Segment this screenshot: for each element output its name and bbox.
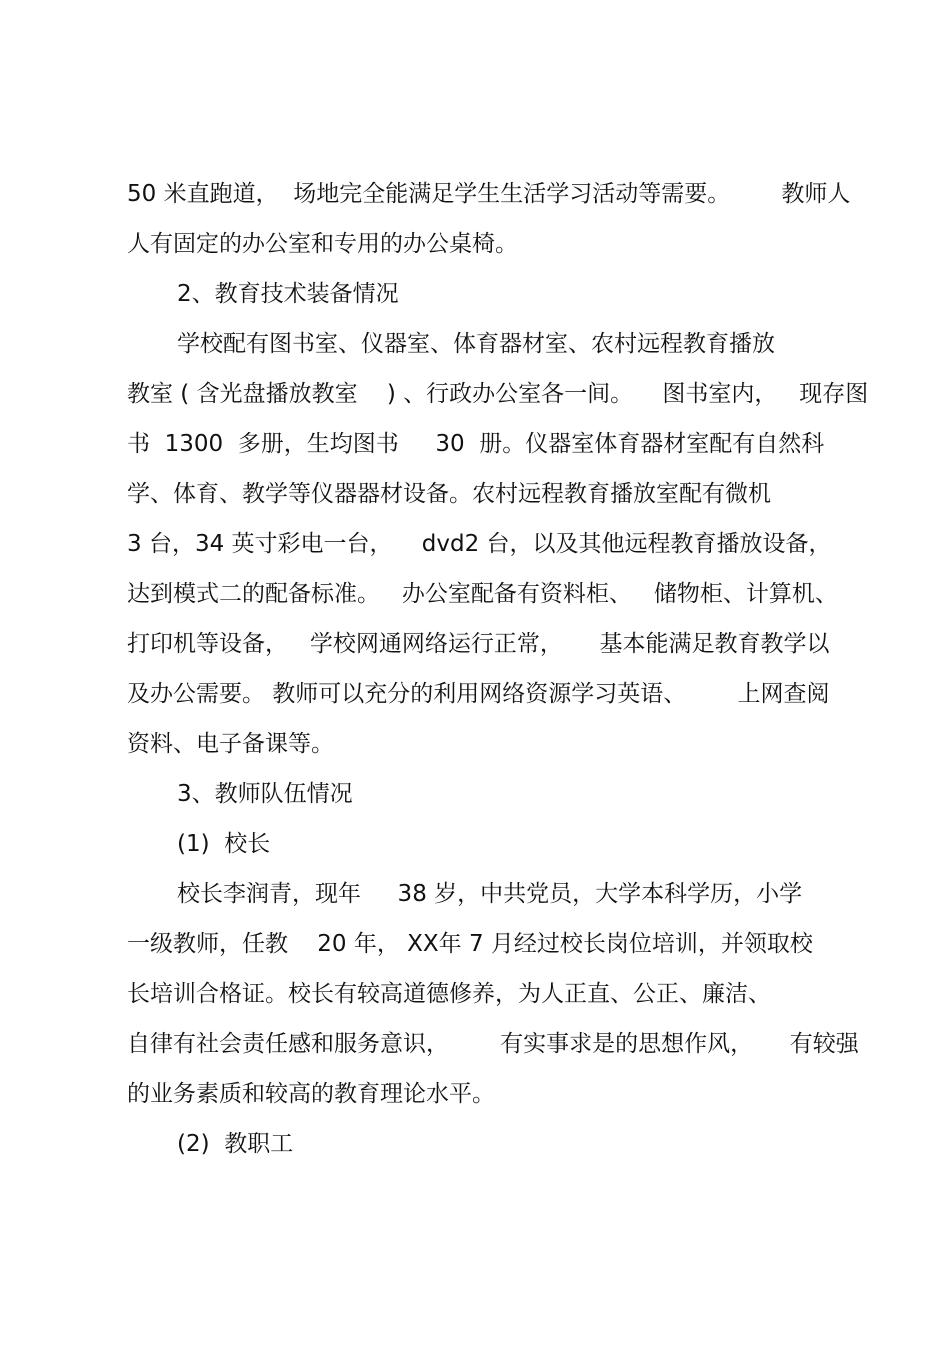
- paragraph-line: 长培训合格证。校长有较高道德修养，为人正直、公正、廉洁、: [127, 981, 771, 1007]
- paragraph-line: 3 台，34 英寸彩电一台， dvd2 台，以及其他远程教育播放设备，: [127, 531, 832, 557]
- paragraph-line: 的业务素质和较高的教育理论水平。: [127, 1081, 495, 1107]
- paragraph-line: 及办公需要。 教师可以充分的利用网络资源学习英语、 上网查阅: [127, 681, 830, 707]
- paragraph-line: 校长李润青，现年 38 岁，中共党员，大学本科学历，小学: [177, 881, 803, 907]
- paragraph-line: 教室 ( 含光盘播放教室 ) 、行政办公室各一间。 图书室内， 现存图: [127, 381, 869, 407]
- subsection-heading: (1) 校长: [177, 831, 271, 857]
- section-heading: 3、教师队伍情况: [177, 781, 353, 807]
- paragraph-line: 书 1300 多册，生均图书 30 册。仪器室体育器材室配有自然科: [127, 431, 825, 457]
- paragraph-line: 50 米直跑道， 场地完全能满足学生生活学习活动等需要。 教师人: [127, 181, 851, 207]
- paragraph-line: 资料、电子备课等。: [127, 731, 334, 757]
- paragraph-line: 达到模式二的配备标准。 办公室配备有资料柜、 储物柜、计算机、: [127, 581, 838, 607]
- paragraph-line: 人有固定的办公室和专用的办公桌椅。: [127, 231, 518, 257]
- paragraph-line: 自律有社会责任感和服务意识， 有实事求是的思想作风， 有较强: [127, 1031, 859, 1057]
- section-heading: 2、教育技术装备情况: [177, 281, 399, 307]
- paragraph-line: 一级教师，任教 20 年， XX年 7 月经过校长岗位培训，并领取校: [127, 931, 813, 957]
- paragraph-line: 学校配有图书室、仪器室、体育器材室、农村远程教育播放: [177, 331, 775, 357]
- paragraph-line: 学、体育、教学等仪器器材设备。农村远程教育播放室配有微机: [127, 481, 771, 507]
- subsection-heading: (2) 教职工: [177, 1131, 294, 1157]
- paragraph-line: 打印机等设备， 学校网通网络运行正常， 基本能满足教育教学以: [127, 631, 830, 657]
